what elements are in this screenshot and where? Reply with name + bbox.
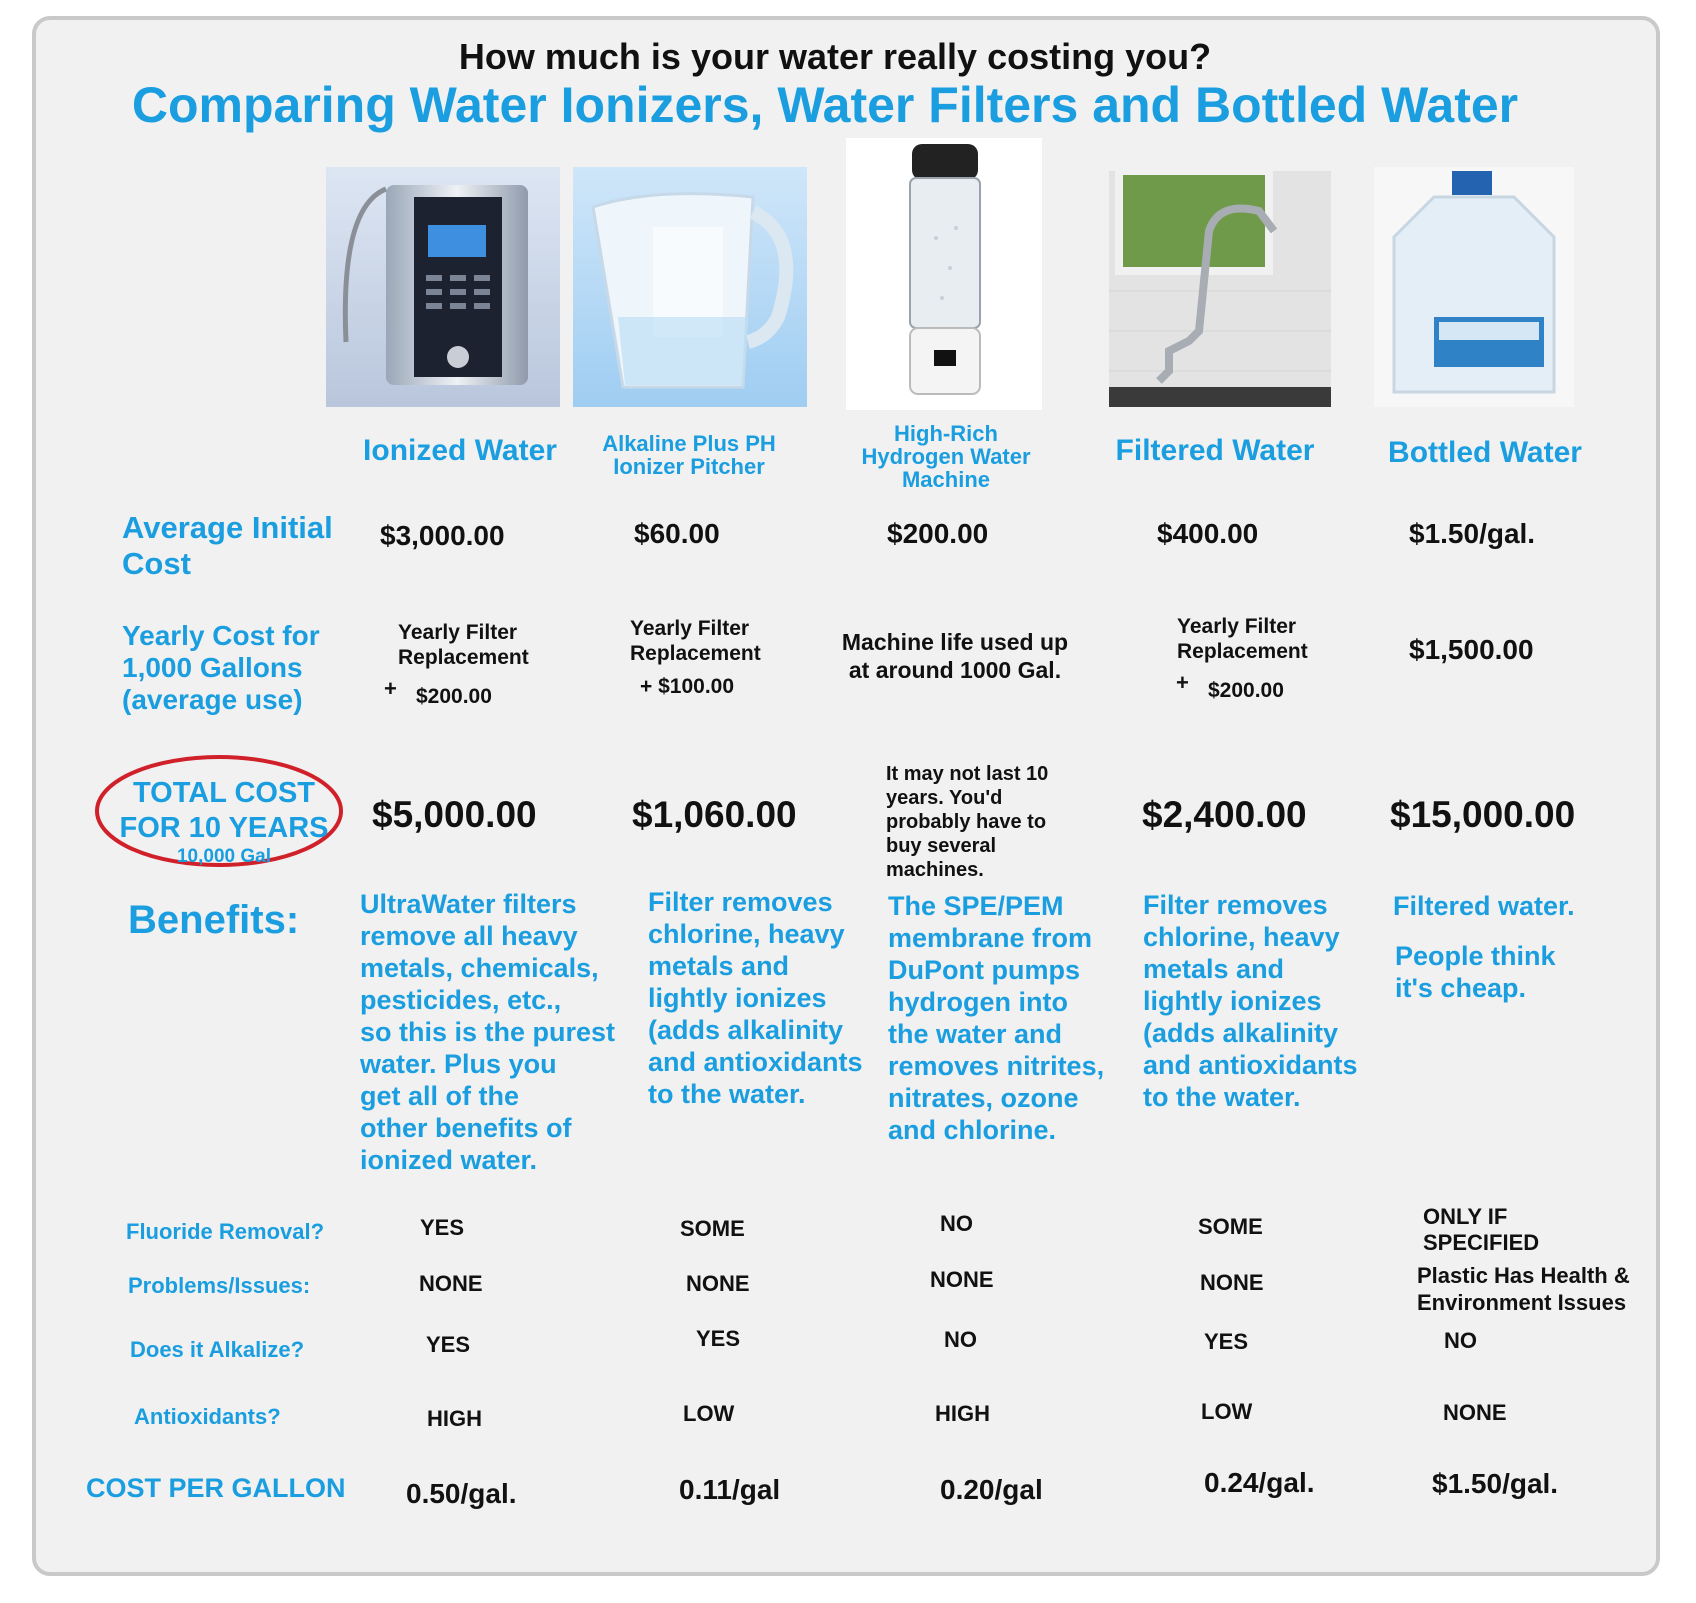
benefit-pitcher-line: (adds alkalinity [648,1015,844,1045]
hydrogen-note-line2: years. You'd [886,787,1003,809]
row-label-yearly-line1: Yearly Cost for [122,620,320,651]
initial-cost-hydrogen: $200.00 [887,518,989,549]
row-label-yearly-cost [122,620,382,716]
benefit-pitcher-line: metals and [648,951,790,981]
row-label-antioxidants: Antioxidants? [134,1404,281,1429]
benefit-ionized-line: water. Plus you [360,1049,557,1079]
hydrogen-bottle-image [846,138,1042,410]
initial-cost-filtered: $400.00 [1157,518,1259,549]
fluoride-hydrogen: NO [940,1211,973,1236]
fluoride-ionized: YES [420,1215,465,1240]
yearly-hydrogen-line2: at around 1000 Gal. [848,657,1062,683]
initial-cost-bottled: $1.50/gal. [1409,518,1536,549]
benefit-hydrogen-line: and chlorine. [888,1115,1057,1145]
benefit-filtered-line: Filter removes [1143,890,1328,920]
hydrogen-note-line5: machines. [886,859,984,881]
benefit-pitcher-line: chlorine, heavy [648,919,845,949]
col-head-pitcher [578,432,800,478]
hydrogen-note-line1: It may not last 10 [886,763,1049,785]
problems-bottled [1417,1262,1630,1316]
total-cost-hydrogen-note [886,762,1048,882]
benefit-hydrogen [888,890,1104,1146]
row-label-total-line2: FOR 10 YEARS [119,812,329,844]
hydrogen-note-line3: probably have to [886,811,1047,833]
antioxidants-pitcher: LOW [683,1401,735,1426]
benefit-filtered-line: metals and [1143,954,1285,984]
water-ionizer-image [326,167,560,407]
benefit-ionized-line: metals, chemicals, [360,953,599,983]
alkalize-filtered: YES [1204,1329,1249,1354]
benefit-bottled-1: Filtered water. [1393,891,1575,921]
row-label-yearly-line3: (average use) [122,684,303,715]
problems-ionized: NONE [419,1271,483,1296]
yearly-hydrogen-line1: Machine life used up [841,629,1069,655]
total-cost-ionized: $5,000.00 [372,794,537,835]
header-question: How much is your water really costing you? [458,36,1212,77]
initial-cost-ionized: $3,000.00 [380,520,505,551]
row-label-initial-cost [122,510,362,582]
benefit-hydrogen-line: membrane from [888,923,1093,953]
row-label-cost-per-gallon: COST PER GALLON [86,1473,346,1503]
pitcher-image [573,167,807,407]
fluoride-bottled-line2: SPECIFIED [1423,1230,1540,1255]
yearly-ionized-plus: + [384,676,397,701]
benefit-pitcher-line: and antioxidants [648,1047,863,1077]
total-cost-bottled: $15,000.00 [1390,794,1576,835]
benefit-filtered-line: to the water. [1143,1082,1301,1112]
benefit-ionized [360,888,615,1176]
yearly-pitcher-amount: + $100.00 [640,675,735,698]
alkalize-ionized: YES [426,1332,471,1357]
benefit-hydrogen-line: hydrogen into [888,987,1068,1017]
benefit-hydrogen-line: The SPE/PEM [888,891,1064,921]
antioxidants-bottled: NONE [1443,1400,1507,1425]
problems-bottled-line1: Plastic Has Health & [1417,1263,1630,1288]
col-head-hydrogen-line1: High-Rich [894,421,998,446]
yearly-filtered-line2: Replacement [1177,640,1308,663]
yearly-cost-pitcher [630,616,761,666]
antioxidants-hydrogen: HIGH [935,1401,990,1426]
row-label-total-sub: 10,000 Gal [176,846,272,867]
cpg-pitcher: 0.11/gal [679,1474,781,1505]
yearly-pitcher-line2: Replacement [630,642,761,665]
row-label-total-cost [104,776,344,868]
benefit-pitcher-line: to the water. [648,1079,806,1109]
fluoride-pitcher: SOME [680,1216,745,1241]
col-head-filtered: Filtered Water [1115,434,1315,467]
cpg-filtered: 0.24/gal. [1204,1467,1315,1498]
benefit-ionized-line: other benefits of [360,1113,572,1143]
fluoride-bottled [1423,1204,1539,1256]
col-head-ionized: Ionized Water [363,434,557,467]
alkalize-hydrogen: NO [944,1327,977,1352]
yearly-ionized-line2: Replacement [398,646,529,669]
row-label-initial-line1: Average Initial [122,510,333,545]
problems-filtered: NONE [1200,1270,1264,1295]
benefit-filtered [1143,889,1358,1113]
yearly-cost-filtered [1177,614,1308,664]
benefit-hydrogen-line: nitrates, ozone [888,1083,1079,1113]
total-cost-filtered: $2,400.00 [1142,794,1307,835]
row-label-problems: Problems/Issues: [128,1273,311,1298]
fluoride-filtered: SOME [1198,1214,1263,1239]
yearly-ionized-line1: Yearly Filter [398,621,518,644]
col-head-hydrogen-line3: Machine [901,467,991,492]
benefit-hydrogen-line: DuPont pumps [888,955,1080,985]
row-label-alkalize: Does it Alkalize? [130,1337,305,1362]
benefit-pitcher-line: Filter removes [648,887,833,917]
antioxidants-ionized: HIGH [427,1406,482,1431]
yearly-ionized-amount: $200.00 [416,685,492,708]
benefit-bottled-2 [1395,940,1556,1004]
yearly-filtered-line1: Yearly Filter [1177,615,1297,638]
total-cost-pitcher: $1,060.00 [632,794,797,835]
benefit-ionized-line: ionized water. [360,1145,538,1175]
col-head-hydrogen-line2: Hydrogen Water [861,444,1031,469]
yearly-filtered-plus: + [1176,670,1189,695]
benefit-ionized-line: get all of the [360,1081,520,1111]
faucet-image [1109,171,1331,407]
yearly-pitcher-line1: Yearly Filter [630,617,750,640]
problems-bottled-line2: Environment Issues [1417,1290,1627,1315]
benefit-bottled-line: it's cheap. [1395,973,1526,1003]
yearly-cost-bottled: $1,500.00 [1409,634,1534,665]
benefit-filtered-line: lightly ionizes [1143,986,1322,1016]
row-label-benefits: Benefits: [128,898,300,942]
col-head-bottled: Bottled Water [1388,436,1582,469]
page-title: Comparing Water Ionizers, Water Filters and Bottled Water [131,77,1519,133]
benefit-filtered-line: (adds alkalinity [1143,1018,1339,1048]
fluoride-bottled-line1: ONLY IF [1423,1204,1508,1229]
benefit-hydrogen-line: removes nitrites, [888,1051,1105,1081]
yearly-cost-ionized [398,620,529,670]
benefit-bottled-line: People think [1395,941,1556,971]
col-head-hydrogen [846,422,1046,491]
hydrogen-note-line4: buy several [886,835,997,857]
benefit-ionized-line: pesticides, etc., [360,985,562,1015]
benefit-hydrogen-line: the water and [888,1019,1063,1049]
benefit-ionized-line: remove all heavy [360,921,578,951]
row-label-fluoride: Fluoride Removal? [126,1219,325,1244]
cpg-bottled: $1.50/gal. [1432,1468,1559,1499]
gallon-jug-image [1374,167,1574,407]
antioxidants-filtered: LOW [1201,1399,1253,1424]
benefit-filtered-line: chlorine, heavy [1143,922,1340,952]
benefit-ionized-line: so this is the purest [360,1017,616,1047]
initial-cost-pitcher: $60.00 [634,518,720,549]
cpg-ionized: 0.50/gal. [406,1478,517,1509]
cpg-hydrogen: 0.20/gal [940,1474,1043,1505]
yearly-filtered-amount: $200.00 [1208,679,1284,702]
benefit-pitcher [648,886,863,1110]
row-label-total-line1: TOTAL COST [132,777,316,809]
col-head-pitcher-line2: Ionizer Pitcher [613,454,765,479]
benefit-filtered-line: and antioxidants [1143,1050,1358,1080]
problems-pitcher: NONE [686,1271,750,1296]
col-head-pitcher-line1: Alkaline Plus PH [602,431,776,456]
alkalize-pitcher: YES [696,1326,741,1351]
row-label-initial-line2: Cost [122,546,191,581]
yearly-cost-hydrogen [820,628,1090,684]
alkalize-bottled: NO [1444,1328,1477,1353]
row-label-yearly-line2: 1,000 Gallons [122,652,303,683]
benefit-pitcher-line: lightly ionizes [648,983,827,1013]
benefit-ionized-line: UltraWater filters [360,889,577,919]
problems-hydrogen: NONE [930,1267,994,1292]
